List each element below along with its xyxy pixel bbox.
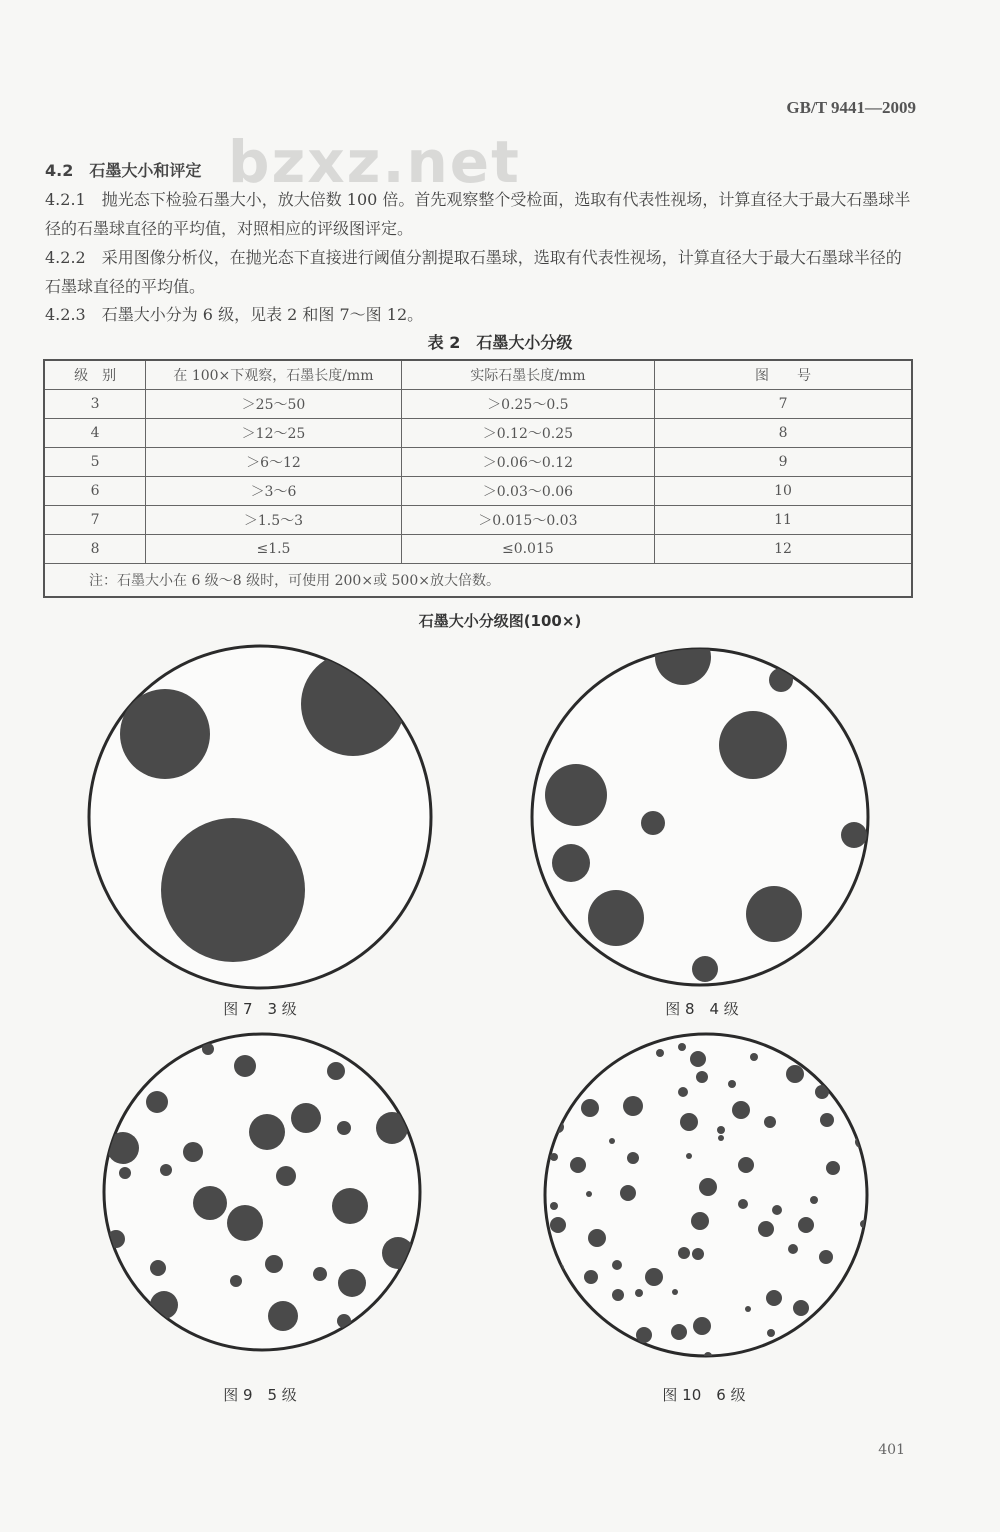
- graphite-nodule: [550, 1217, 566, 1233]
- graphite-nodule: [327, 1062, 345, 1080]
- graphite-nodule: [265, 1255, 283, 1273]
- graphite-nodule: [183, 1142, 203, 1162]
- graphite-nodule: [786, 1065, 804, 1083]
- header-actual-length: 实际石墨长度/mm: [401, 360, 654, 390]
- figures-caption: 石墨大小分级图(100×): [418, 612, 582, 630]
- graphite-nodule: [798, 1217, 814, 1233]
- section-heading: 4.2 石墨大小和评定: [45, 161, 202, 180]
- graphite-nodule: [696, 1071, 708, 1083]
- graphite-nodule: [717, 1126, 725, 1134]
- graphite-nodule: [570, 1157, 586, 1173]
- graphite-nodule: [819, 1250, 833, 1264]
- graphite-nodule: [758, 1221, 774, 1237]
- graphite-nodule: [656, 1049, 664, 1057]
- graphite-nodule: [766, 1290, 782, 1306]
- graphite-nodule: [581, 1099, 599, 1117]
- table-note-row: [44, 564, 912, 598]
- section-title: [45, 156, 915, 185]
- micrograph-grade-6-svg: [541, 1030, 871, 1360]
- graphite-nodule: [161, 818, 305, 962]
- graphite-nodule: [586, 1191, 592, 1197]
- paragraph-4-2-1: 4.2.1 抛光态下检验石墨大小，放大倍数 100 倍。首先观察整个受检面，选取有代表性视场，计算直径大于最大石墨球半径的石墨球直径的平均值，对照相应的评级图评定。: [45, 190, 911, 238]
- cell-actual: ＞0.12～0.25: [401, 419, 654, 448]
- cell-grade: 3: [44, 390, 146, 419]
- micrograph-grade-4: [528, 645, 873, 990]
- graphite-nodule: [150, 1260, 166, 1276]
- cell-grade: 5: [44, 448, 146, 477]
- header-grade: 级 别: [44, 360, 146, 390]
- graphite-nodule: [376, 1112, 408, 1144]
- cell-figure: 9: [655, 448, 912, 477]
- graphite-size-table: [43, 359, 913, 598]
- cell-observed: ＞25～50: [146, 390, 401, 419]
- table-row: [44, 390, 912, 419]
- graphite-nodule: [641, 811, 665, 835]
- graphite-nodule: [745, 1306, 751, 1312]
- graphite-nodule: [692, 1248, 704, 1260]
- watermark: bzxz.net: [228, 128, 521, 196]
- graphite-nodule: [678, 1043, 686, 1051]
- graphite-nodule: [545, 764, 607, 826]
- cell-observed: ＞1.5～3: [146, 506, 401, 535]
- graphite-nodule: [636, 1327, 652, 1343]
- graphite-nodule: [227, 1205, 263, 1241]
- graphite-nodule: [841, 822, 867, 848]
- graphite-nodule: [146, 1091, 168, 1113]
- micrograph-grade-3: [85, 642, 435, 992]
- graphite-nodule: [788, 1244, 798, 1254]
- graphite-nodule: [769, 668, 793, 692]
- graphite-nodule: [746, 886, 802, 942]
- cell-actual: ≤0.015: [401, 535, 654, 564]
- graphite-nodule: [230, 1275, 242, 1287]
- graphite-nodule: [686, 1153, 692, 1159]
- standard-code: GB/T 9441—2009: [786, 98, 916, 117]
- micrograph-grade-5: [100, 1030, 424, 1354]
- cell-grade: 8: [44, 535, 146, 564]
- graphite-nodule: [738, 1157, 754, 1173]
- figure-label-9: 图 9 5 级: [223, 1386, 297, 1404]
- cell-actual: ＞0.25～0.5: [401, 390, 654, 419]
- graphite-nodule: [620, 1185, 636, 1201]
- graphite-nodule: [767, 1329, 775, 1337]
- graphite-nodule: [680, 1113, 698, 1131]
- graphite-nodule: [750, 1053, 758, 1061]
- graphite-nodule: [719, 711, 787, 779]
- graphite-nodule: [793, 1300, 809, 1316]
- graphite-nodule: [107, 1132, 139, 1164]
- graphite-nodule: [690, 1051, 706, 1067]
- table-row: [44, 477, 912, 506]
- graphite-nodule: [337, 1121, 351, 1135]
- header-figure-number: 图 号: [655, 360, 912, 390]
- graphite-nodule: [678, 1247, 690, 1259]
- graphite-nodule: [627, 1152, 639, 1164]
- cell-figure: 7: [655, 390, 912, 419]
- cell-observed: ＞12～25: [146, 419, 401, 448]
- table-header-row: [44, 360, 912, 390]
- figure-label-8: 图 8 4 级: [665, 1000, 739, 1018]
- table-row: [44, 535, 912, 564]
- graphite-nodule: [249, 1114, 285, 1150]
- cell-actual: ＞0.06～0.12: [401, 448, 654, 477]
- table-row: [44, 448, 912, 477]
- graphite-nodule: [612, 1260, 622, 1270]
- graphite-nodule: [119, 1167, 131, 1179]
- graphite-nodule: [268, 1301, 298, 1331]
- page-number: 401: [878, 1442, 905, 1458]
- cell-observed: ≤1.5: [146, 535, 401, 564]
- cell-grade: 4: [44, 419, 146, 448]
- graphite-nodule: [699, 1178, 717, 1196]
- graphite-nodule: [193, 1186, 227, 1220]
- header-observed-length: 在 100×下观察，石墨长度/mm: [146, 360, 401, 390]
- micrograph-grade-3-svg: [85, 642, 435, 992]
- micrograph-grade-6: [541, 1030, 871, 1360]
- graphite-nodule: [150, 1291, 178, 1319]
- graphite-nodule: [728, 1080, 736, 1088]
- cell-actual: ＞0.015～0.03: [401, 506, 654, 535]
- graphite-nodule: [692, 956, 718, 982]
- graphite-nodule: [732, 1101, 750, 1119]
- graphite-nodule: [772, 1205, 782, 1215]
- graphite-nodule: [826, 1161, 840, 1175]
- graphite-nodule: [338, 1269, 366, 1297]
- micrograph-grade-5-svg: [100, 1030, 424, 1354]
- table-row: [44, 506, 912, 535]
- cell-actual: ＞0.03～0.06: [401, 477, 654, 506]
- cell-grade: 6: [44, 477, 146, 506]
- graphite-nodule: [764, 1116, 776, 1128]
- graphite-nodule: [552, 844, 590, 882]
- graphite-nodule: [550, 1153, 558, 1161]
- graphite-nodule: [337, 1314, 351, 1328]
- graphite-nodule: [810, 1196, 818, 1204]
- graphite-nodule: [693, 1317, 711, 1335]
- graphite-nodule: [588, 1229, 606, 1247]
- table-row: [44, 419, 912, 448]
- graphite-nodule: [160, 1164, 172, 1176]
- graphite-nodule: [678, 1087, 688, 1097]
- paragraph-4-2-2: 4.2.2 采用图像分析仪，在抛光态下直接进行阈值分割提取石墨球，选取有代表性视场，计算直径大于最大石墨球半径的石墨球直径的平均值。: [45, 248, 902, 296]
- graphite-nodule: [691, 1212, 709, 1230]
- graphite-nodule: [635, 1289, 643, 1297]
- graphite-nodule: [718, 1135, 724, 1141]
- graphite-nodule: [672, 1289, 678, 1295]
- graphite-nodule: [612, 1289, 624, 1301]
- graphite-nodule: [623, 1096, 643, 1116]
- graphite-nodule: [313, 1267, 327, 1281]
- figure-label-10: 图 10 6 级: [662, 1386, 746, 1404]
- graphite-nodule: [588, 890, 644, 946]
- graphite-nodule: [820, 1113, 834, 1127]
- micrograph-grade-4-svg: [528, 645, 873, 990]
- graphite-nodule: [609, 1138, 615, 1144]
- graphite-nodule: [671, 1324, 687, 1340]
- table-note: 注：石墨大小在 6 级～8 级时，可使用 200×或 500×放大倍数。: [44, 564, 912, 598]
- cell-observed: ＞3～6: [146, 477, 401, 506]
- cell-figure: 10: [655, 477, 912, 506]
- graphite-nodule: [120, 689, 210, 779]
- cell-figure: 11: [655, 506, 912, 535]
- graphite-nodule: [738, 1199, 748, 1209]
- graphite-nodule: [291, 1103, 321, 1133]
- graphite-nodule: [645, 1268, 663, 1286]
- cell-observed: ＞6～12: [146, 448, 401, 477]
- cell-figure: 8: [655, 419, 912, 448]
- graphite-nodule: [234, 1055, 256, 1077]
- figure-label-7: 图 7 3 级: [223, 1000, 297, 1018]
- cell-figure: 12: [655, 535, 912, 564]
- graphite-nodule: [332, 1188, 368, 1224]
- cell-grade: 7: [44, 506, 146, 535]
- graphite-nodule: [550, 1202, 558, 1210]
- table-caption: 表 2 石墨大小分级: [427, 333, 573, 352]
- paragraph-4-2-3: 4.2.3 石墨大小分为 6 级，见表 2 和图 7～图 12。: [45, 305, 424, 324]
- graphite-nodule: [276, 1166, 296, 1186]
- graphite-nodule: [584, 1270, 598, 1284]
